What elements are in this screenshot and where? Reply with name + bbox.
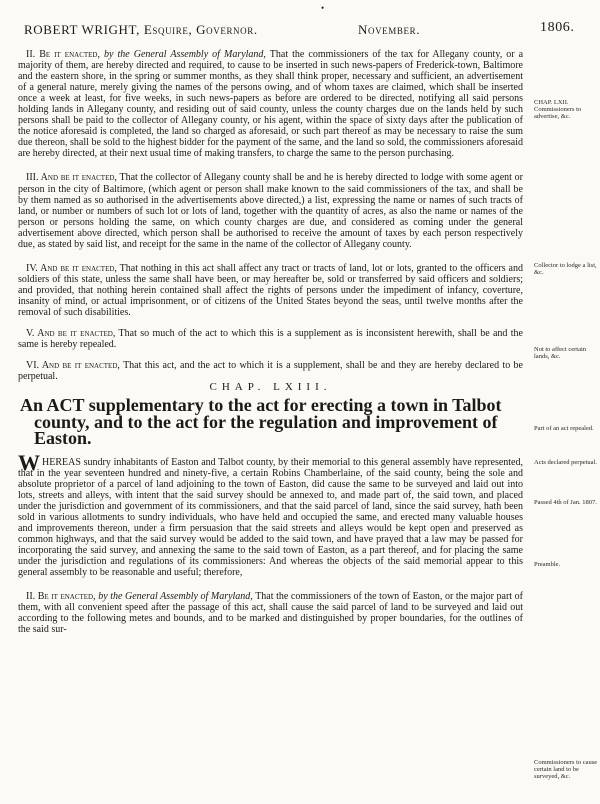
chapter-section-2 <box>18 591 523 635</box>
section-text: That the commissioners of the town of Easton, or the major part of them, with all convenient speed after the passage of this act, shall cause the said parcel of land to be surveyed and laid out according to the following metes and bounds, and to be marked and distinguished by proper boundaries, for the outlines of the said sur- <box>18 591 523 636</box>
section-text: That so much of the act to which this is a supplement as is inconsistent herewith, shall be and the same is hereby repealed. <box>18 328 523 351</box>
section-2 <box>18 49 523 159</box>
page-mark: • <box>321 3 325 13</box>
header-name: ROBERT WRIGHT, <box>24 22 140 37</box>
margin-note: CHAP. LXII. Commissioners to advertise, &c. <box>534 99 582 121</box>
section-6 <box>18 360 523 382</box>
section-lead: VI. And be it enacted, <box>26 360 120 372</box>
section-5 <box>18 328 523 350</box>
act-title-line-1: An ACT supplementary to the act for erecting a town in Talbot <box>20 395 502 416</box>
section-4 <box>18 263 523 318</box>
section-lead: V. And be it enacted, <box>26 328 116 340</box>
section-authority: by the General Assembly of Maryland, <box>98 591 253 603</box>
section-text: That this act, and the act to which it is a supplement, shall be and they are hereby declared to be perpetual. <box>18 360 523 383</box>
chapter-heading: CHAP. LXIII. <box>209 381 332 394</box>
page-body <box>18 49 523 635</box>
act-title-line-2: county, and to the act for the regulation and improvement of <box>34 411 498 432</box>
section-lead: III. And be it enacted, <box>26 172 117 184</box>
section-lead: IV. And be it enacted, <box>26 262 117 274</box>
act-title <box>18 397 523 447</box>
margin-note: Passed 4th of Jan. 1807. <box>534 499 597 506</box>
margin-note: Collector to lodge a list, &c. <box>534 262 597 277</box>
preamble-text: HEREAS sundry inhabitants of Easton and Talbot county, by their memorial to this general assembly have represented, that in the year seventeen hundred and ninety-five, a certain Robins Chamberlaine, of the said county, being the sole and absolute proprietor of a parcel of land adjoining to the town of Easton, did cause the same to be surveyed and laid out into lots, streets and alleys, with intent that the said survey should be annexed to, and made part of, the said town, and placed under the jurisdiction and government of its commissioners, and that the said parcel of land, since the said survey, hath been sold in various allotments to sundry individuals, who have held and occupied the same, and erected many valuable houses and improvements thereon, under a firm persuasion that the said streets and alleys would be kept open and preserved as common highways, and that the said survey would be added to the said town, and have prayed that a law may be passed for incorporating the said survey, and annexing the same to the said town of Easton, as a part thereof, and for placing the same under the jurisdiction and regulations of its commissioners: And whereas the objects of the said memorial appear to this general assembly to be reasonable and useful; therefore, <box>18 456 523 579</box>
section-text: That nothing in this act shall affect any tract or tracts of land, lot or lots, granted to the officers and soldiers of this state, unless the same shall have been, or may hereafter be, sold or transferred by said officers and soldiers; and provided, that nothing herein contained shall affect the rights of persons under the impediment of infancy, coverture, insanity of mind, or actual imprisonment, or of citizens of the United States beyond the seas, until twelve months after the removal of such disabilities. <box>18 262 523 318</box>
margin-note: Part of an act repealed. <box>534 425 594 432</box>
section-lead: II. Be it enacted, <box>26 49 100 60</box>
margin-note: Acts declared perpetual. <box>534 459 597 466</box>
header-year: 1806. <box>540 20 575 35</box>
section-authority: by the General Assembly of Maryland, <box>104 49 266 60</box>
header-title: Esquire, Governor. <box>143 22 258 37</box>
header-left <box>24 22 258 38</box>
header-month: November. <box>358 22 421 37</box>
section-text: That the commissioners of the tax for Allegany county, or a majority of them, are hereby directed and required, to cause to be inserted in such news-papers of Frederick-town, Baltimore and the eastern shore, in the spring or summer months, as they shall think proper, necessary and sufficient, an advertisement of a general nature, merely giving the names of the persons owing, and of whom taxes are claimed, which shall be inserted once a week at least, for five weeks, in such news-papers as before are ordered to be directed, notifying all said persons holding lands in Allegany county, and residing out of said county, unless the county charges due on the lands held by such persons shall be paid to the collector of Allegany county, or his agent, within the space of sixty days after the publication of the notice aforesaid is completed, the land so charged as aforesaid, or such part thereof as may be necessary to raise the sum due thereon, shall be sold to the highest bidder for the payment of the same, and the land so sold, the commissioners aforesaid are hereby directed, at their next usual time of making transfers, to charge the same to the person purchasing. <box>18 49 524 160</box>
margin-note: Commissioners to cause certain land to be surveyed, &c. <box>534 759 598 781</box>
section-text: That the collector of Allegany county shall be and he is hereby directed to lodge with some agent or person in the city of Baltimore, (which agent or person shall make known to the said commissioners of the tax, and shall be by them named as so authorised in the advertisements above directed,) a list, expressing the name or names of such tracts of land, or number or numbers of such lot or lots of land, together with the quantity of acres, as also the name or names of the person or persons holding the same, on which county charges are due, and considered as coming under the general advertisement above directed, which person shall be authorised to receive the amount of taxes by each person respectively due, as stated by said list, and receipt for the same in the name of the collector of Allegany county. <box>18 172 524 250</box>
margin-note: Preamble. <box>534 561 561 568</box>
drop-cap: W <box>18 449 40 475</box>
preamble <box>18 449 523 579</box>
section-lead: II. Be it enacted, <box>26 591 96 603</box>
act-title-line-3: Easton. <box>34 428 92 449</box>
margin-note: Not to affect certain lands, &c. <box>534 346 587 361</box>
section-3 <box>18 172 523 249</box>
